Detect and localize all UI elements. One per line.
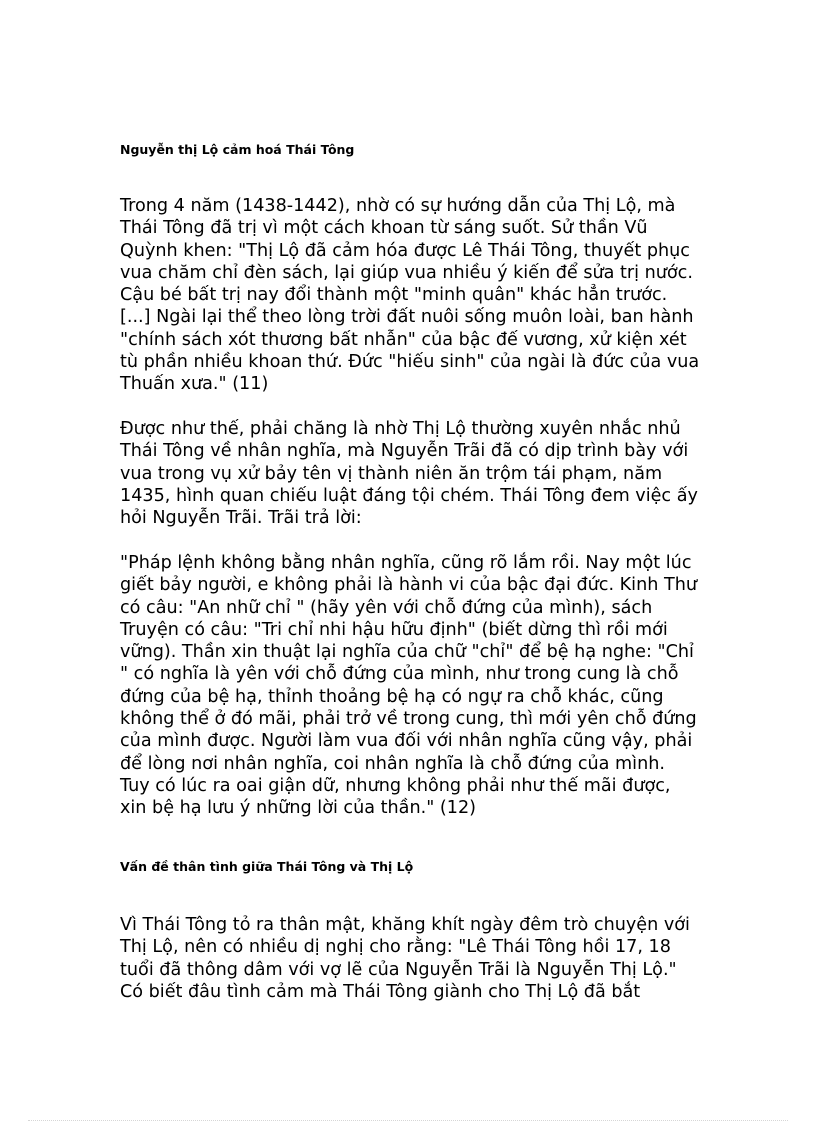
text-line: Thị Lộ, nên có nhiều dị nghị cho rằng: "Lê Thái Tông hồi 17, 18 — [120, 937, 671, 958]
text-line: đứng của bệ hạ, thỉnh thoảng bệ hạ có ngự ra chỗ khác, cũng — [120, 686, 664, 707]
text-line: giết bảy người, e không phải là hành vi của bậc đại đức. Kinh Thư — [120, 575, 698, 596]
text-line: "chính sách xót thương bất nhẫn" của bậc đế vương, xử kiện xét — [120, 329, 687, 350]
text-line: Thái Tông đã trị vì một cách khoan từ sáng suốt. Sử thần Vũ — [120, 218, 648, 239]
text-line: vững). Thần xin thuật lại nghĩa của chữ "chỉ" để bệ hạ nghe: "Chỉ — [120, 642, 694, 663]
text-line: để lòng nơi nhân nghĩa, coi nhân nghĩa là chỗ đứng của mình. — [120, 753, 665, 774]
paragraph — [120, 914, 720, 1003]
text-line: có câu: "An nhữ chỉ " (hãy yên với chỗ đứng của mình), sách — [120, 597, 653, 618]
text-line: Có biết đâu tình cảm mà Thái Tông giành cho Thị Lộ đã bắt — [120, 981, 641, 1002]
section-heading: Vấn đề thân tình giữa Thái Tông và Thị Lộ — [120, 859, 414, 874]
text-line: " có nghĩa là yên với chỗ đứng của mình, như trong cung là chỗ — [120, 664, 679, 685]
text-line: hỏi Nguyễn Trãi. Trãi trả lời: — [120, 508, 362, 529]
page-bottom-divider — [28, 1120, 788, 1121]
text-line: 1435, hình quan chiếu luật đáng tội chém. Thái Tông đem việc ấy — [120, 485, 698, 506]
paragraph — [120, 418, 720, 529]
text-line: xin bệ hạ lưu ý những lời của thần." (12) — [120, 798, 477, 819]
text-line: Thuấn xưa." (11) — [120, 374, 269, 395]
text-line: tù phần nhiều khoan thứ. Đức "hiếu sinh" của ngài là đức của vua — [120, 352, 700, 373]
text-line: Truyện có câu: "Tri chỉ nhi hậu hữu định" (biết dừng thì rồi mới — [120, 619, 668, 640]
text-line: vua chăm chỉ đèn sách, lại giúp vua nhiều ý kiến để sửa trị nước. — [120, 262, 693, 283]
text-line: Quỳnh khen: "Thị Lộ đã cảm hóa được Lê Thái Tông, thuyết phục — [120, 240, 690, 261]
text-line: tuổi đã thông dâm với vợ lẽ của Nguyễn Trãi là Nguyễn Thị Lộ." — [120, 959, 677, 980]
text-line: không thể ở đó mãi, phải trở về trong cung, thì mới yên chỗ đứng — [120, 709, 697, 730]
text-line: Thái Tông về nhân nghĩa, mà Nguyễn Trãi đã có dịp trình bày với — [120, 441, 689, 462]
text-line: Vì Thái Tông tỏ ra thân mật, khăng khít ngày đêm trò chuyện với — [120, 915, 690, 935]
text-line: [...] Ngài lại thể theo lòng trời đất nuôi sống muôn loài, ban hành — [120, 307, 694, 328]
text-line: "Pháp lệnh không bằng nhân nghĩa, cũng rõ lắm rồi. Nay một lúc — [120, 553, 692, 573]
text-line: Trong 4 năm (1438-1442), nhờ có sự hướng dẫn của Thị Lộ, mà — [120, 196, 676, 216]
text-line: Tuy có lúc ra oai giận dữ, nhưng không phải như thế mãi được, — [120, 775, 671, 796]
section-heading: Nguyễn thị Lộ cảm hoá Thái Tông — [120, 142, 355, 157]
text-line: Cậu bé bất trị nay đổi thành một "minh quân" khác hẳn trước. — [120, 285, 668, 306]
text-line: của mình được. Người làm vua đối với nhân nghĩa cũng vậy, phải — [120, 731, 693, 752]
paragraph — [120, 195, 720, 396]
text-line: vua trong vụ xử bảy tên vị thành niên ăn trộm tái phạm, năm — [120, 463, 663, 484]
text-line: Được như thế, phải chăng là nhờ Thị Lộ thường xuyên nhắc nhủ — [120, 419, 681, 439]
paragraph — [120, 552, 720, 820]
